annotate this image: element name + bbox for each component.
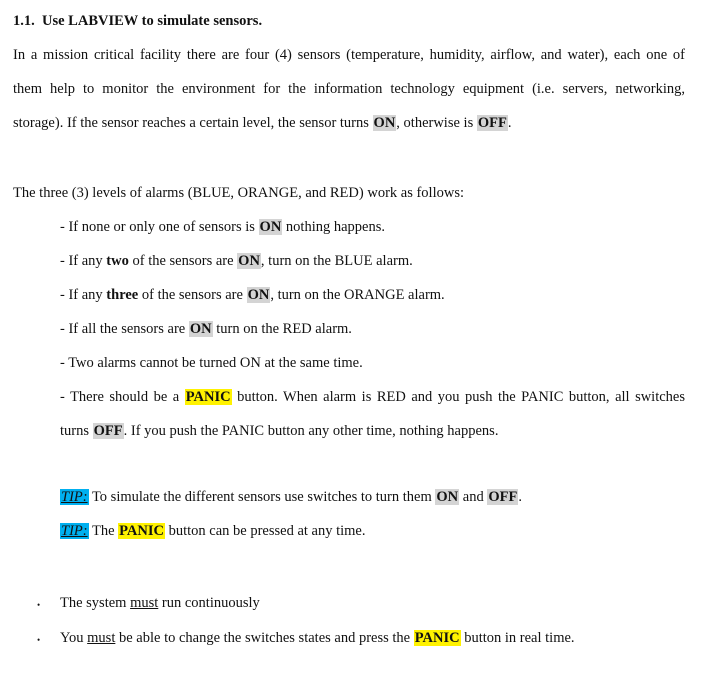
req-text: button in real time. bbox=[460, 630, 575, 646]
bullet-icon: • bbox=[37, 600, 41, 610]
tip-label: TIP: bbox=[61, 489, 88, 505]
alarms-intro: The three (3) levels of alarms (BLUE, ORANGE, and RED) work as follows: bbox=[13, 185, 465, 201]
alarm-rule-1 bbox=[60, 218, 385, 236]
off-highlight: OFF bbox=[93, 423, 123, 439]
requirement-1 bbox=[60, 594, 260, 612]
intro-text: storage). If the sensor reaches a certain level, the sensor turns bbox=[13, 115, 369, 131]
rule-text: . If you push the PANIC button any other time, nothing happens. bbox=[123, 423, 499, 439]
on-highlight: ON bbox=[238, 253, 260, 269]
req-must: must bbox=[130, 595, 159, 611]
intro-text: , otherwise is bbox=[396, 115, 474, 131]
req-must: must bbox=[87, 630, 116, 646]
on-highlight: ON bbox=[189, 321, 212, 337]
intro-text: . bbox=[507, 115, 512, 131]
rule-text: nothing happens. bbox=[282, 219, 385, 235]
intro-line-2: them help to monitor the environment for the information technology equipment (i.e. servers, networking, bbox=[13, 81, 685, 97]
on-highlight: ON bbox=[436, 489, 459, 505]
alarm-rule-6 bbox=[60, 388, 685, 406]
panic-highlight: PANIC bbox=[119, 523, 164, 539]
req-text: be able to change the switches states and press the bbox=[115, 630, 411, 646]
rule-text: of the sensors are bbox=[128, 253, 234, 269]
alarm-rule-4 bbox=[60, 320, 352, 338]
rule-text: turns bbox=[60, 423, 89, 439]
bullet-icon: • bbox=[37, 635, 41, 645]
req-text: The system bbox=[60, 595, 131, 611]
tip-1 bbox=[60, 488, 522, 506]
section-heading bbox=[13, 12, 262, 30]
rule-bold: three bbox=[106, 287, 139, 303]
alarm-rule-6-cont bbox=[60, 422, 498, 440]
rule-text: turn on the RED alarm. bbox=[212, 321, 352, 337]
tip-text: button can be pressed at any time. bbox=[164, 523, 366, 539]
requirement-2 bbox=[60, 629, 575, 647]
intro-line-1: In a mission critical facility there are four (4) sensors (temperature, humidity, airflow, and water), each one of bbox=[13, 47, 685, 63]
tip-text: and bbox=[459, 489, 484, 505]
panic-highlight: PANIC bbox=[185, 389, 231, 405]
panic-highlight: PANIC bbox=[414, 630, 460, 646]
rule-text: , turn on the ORANGE alarm. bbox=[270, 287, 445, 303]
rule-text: - If none or only one of sensors is bbox=[60, 219, 255, 235]
intro-line-3 bbox=[13, 114, 511, 132]
req-text: You bbox=[60, 630, 88, 646]
rule-text: - There should be a bbox=[60, 389, 180, 405]
section-number: 1.1. bbox=[13, 13, 35, 29]
rule-text: - If any bbox=[60, 253, 107, 269]
on-highlight: ON bbox=[247, 287, 270, 303]
tip-2 bbox=[60, 522, 366, 540]
alarm-rule-3 bbox=[60, 286, 445, 304]
rule-text: - If any bbox=[60, 287, 107, 303]
alarm-rule-5: - Two alarms cannot be turned ON at the same time. bbox=[60, 355, 363, 371]
on-highlight: ON bbox=[259, 219, 282, 235]
rule-text: of the sensors are bbox=[138, 287, 243, 303]
tip-text: To simulate the different sensors use switches to turn them bbox=[88, 489, 432, 505]
req-text: run continuously bbox=[158, 595, 260, 611]
off-highlight: OFF bbox=[488, 489, 518, 505]
rule-bold: two bbox=[106, 253, 129, 269]
alarm-rule-2 bbox=[60, 252, 413, 270]
off-highlight: OFF bbox=[477, 115, 507, 131]
rule-text: , turn on the BLUE alarm. bbox=[260, 253, 413, 269]
on-highlight: ON bbox=[373, 115, 396, 131]
rule-text: - If all the sensors are bbox=[60, 321, 186, 337]
section-title: Use LABVIEW to simulate sensors. bbox=[42, 13, 263, 29]
tip-label: TIP: bbox=[61, 523, 88, 539]
tip-text: The bbox=[88, 523, 115, 539]
rule-text: button. When alarm is RED and you push the PANIC button, all switches bbox=[231, 389, 686, 405]
tip-text: . bbox=[518, 489, 522, 505]
